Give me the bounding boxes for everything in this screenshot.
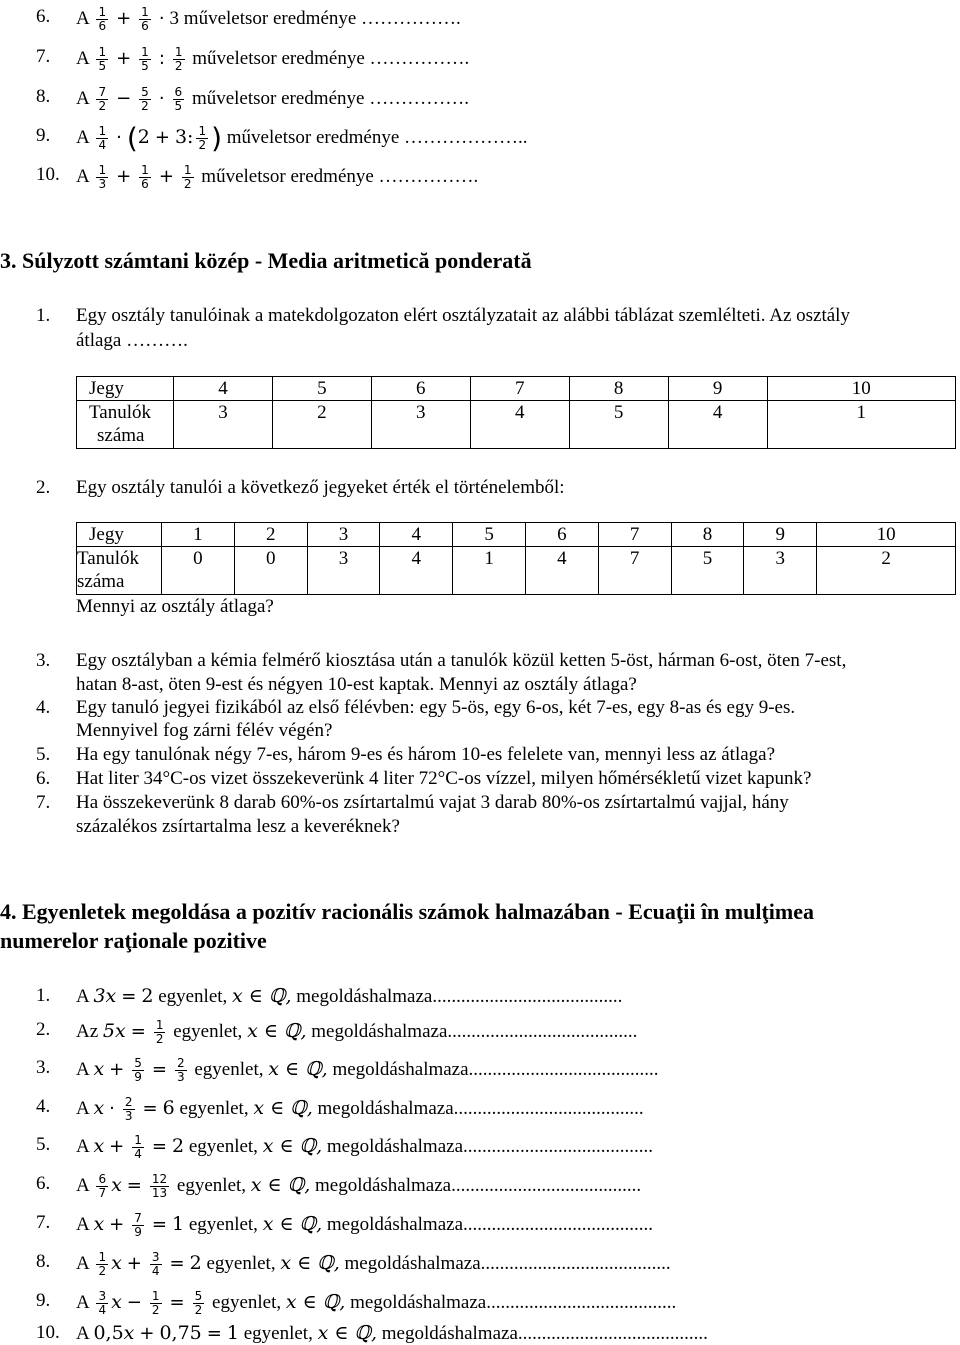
table2-count: 2 xyxy=(817,547,956,595)
problem-4-line2: Mennyivel fog zárni félév végén? xyxy=(76,720,333,741)
table1-grade: 4 xyxy=(174,377,273,401)
table1-label-tanulok: Tanulók száma xyxy=(77,401,174,449)
table2-grade: 2 xyxy=(234,523,307,547)
grades-table-2 xyxy=(76,522,956,595)
problem-3-line2: hatan 8-ast, öten 9-est és négyen 10-est kaptak. Mennyi az osztály átlaga? xyxy=(76,674,637,695)
table2-grade: 6 xyxy=(525,523,598,547)
table1-count: 3 xyxy=(174,401,273,449)
table2-count: 7 xyxy=(598,547,671,595)
table2-count: 4 xyxy=(525,547,598,595)
table2-count: 1 xyxy=(453,547,526,595)
table2-count: 4 xyxy=(380,547,453,595)
section-4-title-line2: numerelor raţionale pozitive xyxy=(0,928,267,953)
table1-count: 3 xyxy=(371,401,470,449)
table1-grade: 10 xyxy=(767,377,955,401)
table1-grade: 5 xyxy=(272,377,371,401)
table2-grade: 1 xyxy=(162,523,235,547)
table1-label-jegy: Jegy xyxy=(77,377,174,401)
table1-grade: 6 xyxy=(371,377,470,401)
table1-grade: 7 xyxy=(470,377,569,401)
table2-count: 3 xyxy=(307,547,380,595)
table2-grade: 7 xyxy=(598,523,671,547)
table2-grade: 4 xyxy=(380,523,453,547)
grades-table-1 xyxy=(76,376,956,449)
table1-count: 4 xyxy=(668,401,767,449)
table2-grade: 9 xyxy=(744,523,817,547)
table-2-question: Mennyi az osztály átlaga? xyxy=(76,596,274,617)
table1-grade: 8 xyxy=(569,377,668,401)
table1-count: 4 xyxy=(470,401,569,449)
problem-1-line2: átlaga ………. xyxy=(76,330,188,351)
table1-count: 5 xyxy=(569,401,668,449)
table1-count: 2 xyxy=(272,401,371,449)
table2-count: 0 xyxy=(162,547,235,595)
table1-count: 1 xyxy=(767,401,955,449)
table2-count: 5 xyxy=(671,547,744,595)
table2-count: 0 xyxy=(234,547,307,595)
table2-grade: 3 xyxy=(307,523,380,547)
table2-grade: 8 xyxy=(671,523,744,547)
section-4-title-line1: 4. Egyenletek megoldása a pozitív racionális számok halmazában - Ecuaţii în mulţimea xyxy=(0,899,814,924)
table2-grade: 10 xyxy=(817,523,956,547)
problem-7-line2: százalékos zsírtartalma lesz a keveréknek? xyxy=(76,816,400,837)
table2-count: 3 xyxy=(744,547,817,595)
table2-label-jegy: Jegy xyxy=(77,523,162,547)
table2-grade: 5 xyxy=(453,523,526,547)
table1-grade: 9 xyxy=(668,377,767,401)
table2-label-tanulok: Tanulók száma xyxy=(77,547,162,595)
section-3-title: 3. Súlyzott számtani közép - Media aritmetică ponderată xyxy=(0,248,532,273)
